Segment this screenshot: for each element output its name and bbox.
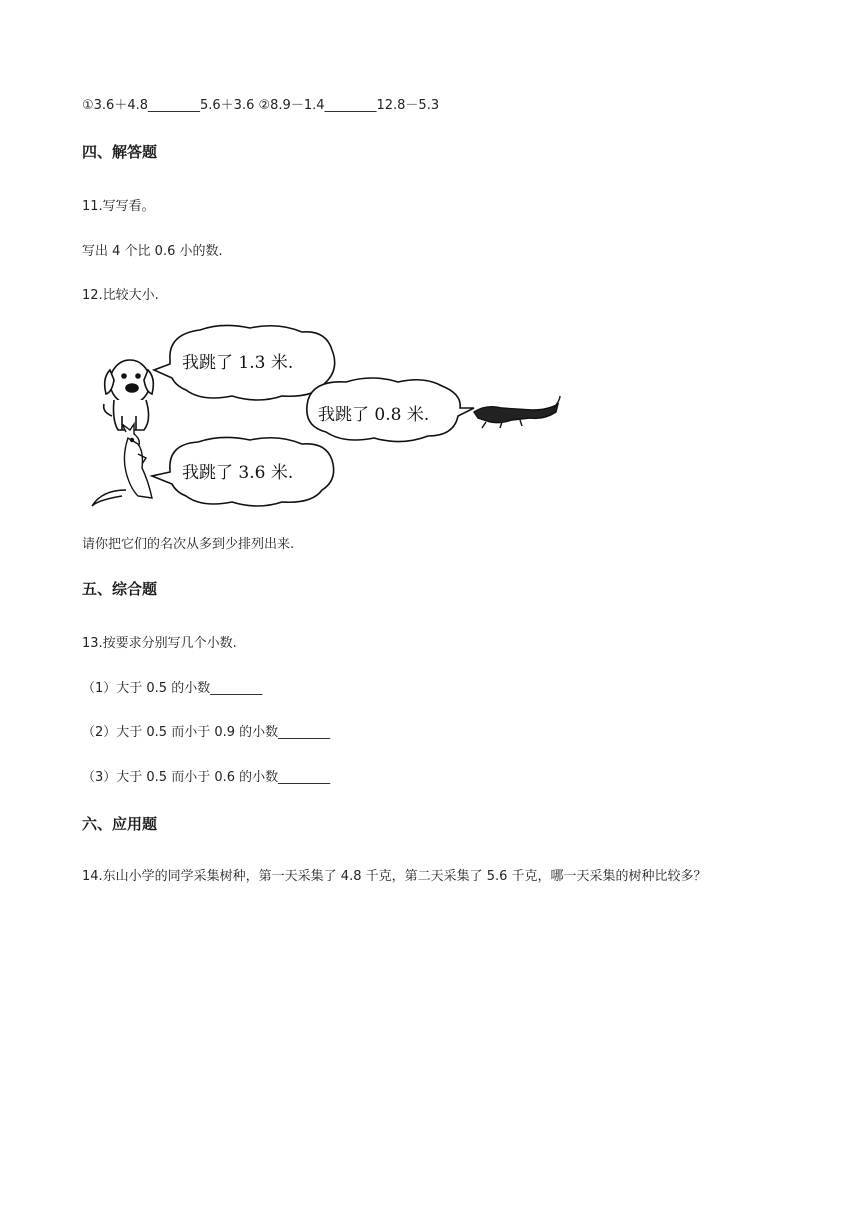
q11-title: 11.写写看。: [82, 199, 155, 214]
section-heading-4: 四、解答题: [82, 143, 158, 161]
dog-icon: [104, 360, 154, 430]
q13-title: 13.按要求分别写几个小数.: [82, 636, 237, 651]
q14-text: 14.东山小学的同学采集树种，第一天采集了 4.8 千克，第二天采集了 5.6 千克，哪一天采集的树种比较多？: [82, 869, 707, 884]
comparison-line-q10: ①3.6＋4.8________5.6＋3.6 ②8.9－1.4________12.8－5.3: [82, 98, 440, 113]
bubble-text-kangaroo: 我跳了 3.6 米.: [182, 463, 294, 483]
q13-sub2: （2）大于 0.5 而小于 0.9 的小数________: [82, 725, 331, 740]
q12-jump-figure: [82, 320, 572, 520]
section-heading-5: 五、综合题: [82, 580, 158, 598]
speech-bubble-kangaroo: [152, 437, 334, 506]
jump-illustration: [82, 320, 572, 520]
q12-title: 12.比较大小.: [82, 288, 159, 303]
bubble-text-dog: 我跳了 1.3 米.: [182, 353, 294, 373]
kangaroo-icon: [92, 424, 152, 506]
bubble-text-crocodile: 我跳了 0.8 米.: [318, 405, 430, 425]
q13-sub1: （1）大于 0.5 的小数________: [82, 681, 263, 696]
crocodile-icon: [474, 396, 560, 428]
q13-sub3: （3）大于 0.5 而小于 0.6 的小数________: [82, 770, 331, 785]
q11-text: 写出 4 个比 0.6 小的数.: [82, 244, 223, 259]
speech-bubble-dog: [154, 325, 335, 400]
q12-text: 请你把它们的名次从多到少排列出来.: [82, 537, 295, 552]
speech-bubble-crocodile: [307, 378, 474, 442]
section-heading-6: 六、应用题: [82, 815, 158, 833]
